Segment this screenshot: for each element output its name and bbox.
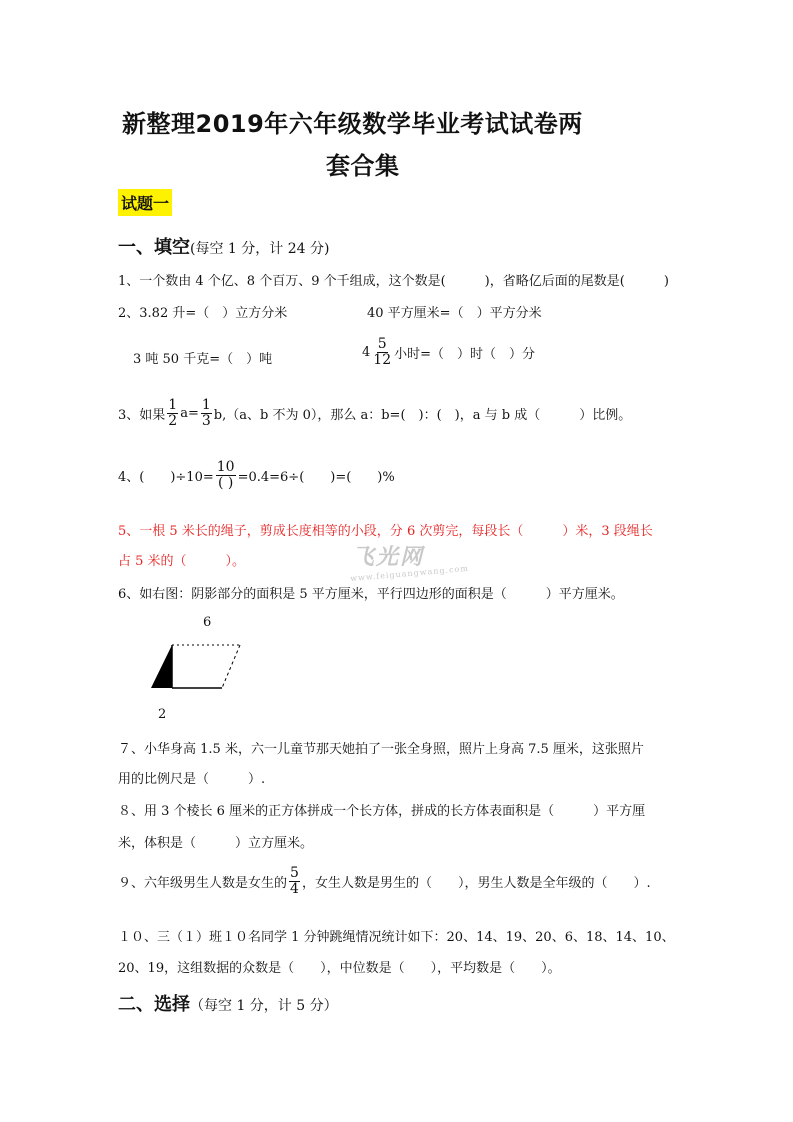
section-note: (每空 1 分，计 24 分) <box>190 241 330 257</box>
section-note: （每空 1 分，计 5 分） <box>190 998 338 1014</box>
question-10-line1: １０、三（１）班１０名同学 1 分钟跳绳情况统计如下：20、14、19、20、6、18、14、10、 <box>118 930 675 945</box>
question-8-line2: 米，体积是（ ）立方厘米。 <box>118 836 314 851</box>
fraction-1-3 <box>201 398 212 428</box>
fraction-numerator: 1 <box>168 397 178 413</box>
section-heading-choice <box>118 990 338 1016</box>
question-2d-text: 小时=（ ）时（ ）分 <box>394 346 536 362</box>
fraction-10-blank <box>216 460 236 490</box>
question-7-line1: ７、小华身高 1.5 米，六一儿童节那天她拍了一张全身照，照片上身高 7.5 厘米，这张照片 <box>118 742 644 757</box>
question-9-prefix: ９、六年级男生人数是女生的 <box>118 875 288 891</box>
question-9-suffix: ，女生人数是男生的（ ），男生人数是全年级的（ ）. <box>301 875 651 891</box>
fraction-1-2 <box>167 398 178 428</box>
watermark-logo: 飞光网 <box>352 545 425 570</box>
question-8-line1: ８、用 3 个棱长 6 厘米的正方体拼成一个长方体，拼成的长方体表面积是（ ）平方厘 <box>118 804 646 819</box>
fraction-numerator: 5 <box>377 336 387 352</box>
fraction-5-4 <box>289 866 300 896</box>
watermark-url: www.feiguangwang.com <box>349 563 470 584</box>
fraction-numerator: 5 <box>290 865 299 881</box>
question-4-suffix: =0.4=6÷( )=( )% <box>237 469 395 485</box>
question-7-line2: 用的比例尺是（ ）. <box>118 772 266 787</box>
fraction-denominator: 3 <box>201 412 211 429</box>
question-2b: 40 平方厘米=（ ）平方分米 <box>367 306 542 321</box>
question-3-mid: a= <box>180 405 199 421</box>
document-title-line2: 套合集 <box>326 152 400 180</box>
document-title-line1: 新整理2019年六年级数学毕业考试试卷两 <box>122 110 583 138</box>
question-3-prefix: 3、如果 <box>118 407 166 423</box>
right-edge <box>222 645 240 688</box>
question-4-prefix: 4、( )÷10= <box>118 469 214 485</box>
mixed-number-whole: 4 <box>362 344 371 360</box>
fraction-numerator: 1 <box>201 397 211 413</box>
question-3 <box>118 398 631 428</box>
fraction-5-12 <box>372 337 392 367</box>
section-heading-fill-blank <box>118 233 329 259</box>
fraction-numerator: 10 <box>216 459 235 475</box>
question-5-line2: 占 5 米的（ ）。 <box>118 554 246 569</box>
section-heading-text: 二、选择 <box>118 994 190 1015</box>
question-4 <box>118 460 395 490</box>
section-heading-text: 一、填空 <box>118 237 190 258</box>
fraction-denominator: 12 <box>373 351 392 368</box>
question-9 <box>118 866 651 896</box>
shaded-triangle <box>151 645 172 688</box>
question-3-suffix: b,（a、b 不为 0），那么 a：b=( )：( )，a 与 b 成（ ）比例。 <box>213 407 632 423</box>
question-1: 1、一个数由 4 个亿、8 个百万、9 个千组成，这个数是( )，省略亿后面的尾数是( ) <box>118 274 669 289</box>
question-2c: 3 吨 50 千克=（ ）吨 <box>133 352 273 367</box>
fraction-denominator: 2 <box>168 412 178 429</box>
question-6: 6、如右图：阴影部分的面积是 5 平方厘米，平行四边形的面积是（ ）平方厘米。 <box>118 587 624 602</box>
question-2a: 2、3.82 升=（ ）立方分米 <box>118 306 288 321</box>
figure-top-label: 6 <box>203 615 212 630</box>
section-badge: 试题一 <box>118 189 172 216</box>
fraction-denominator: ( ) <box>217 474 234 491</box>
question-2d <box>362 337 535 367</box>
parallelogram-figure <box>145 635 255 695</box>
question-5-line1: 5、一根 5 米长的绳子，剪成长度相等的小段，分 6 次剪完，每段长（ ）米，3 段绳长 <box>118 524 653 539</box>
figure-bottom-label: 2 <box>158 707 167 722</box>
question-10-line2: 20、19，这组数据的众数是（ ），中位数是（ ），平均数是（ ）。 <box>118 961 561 976</box>
fraction-denominator: 4 <box>290 880 299 897</box>
